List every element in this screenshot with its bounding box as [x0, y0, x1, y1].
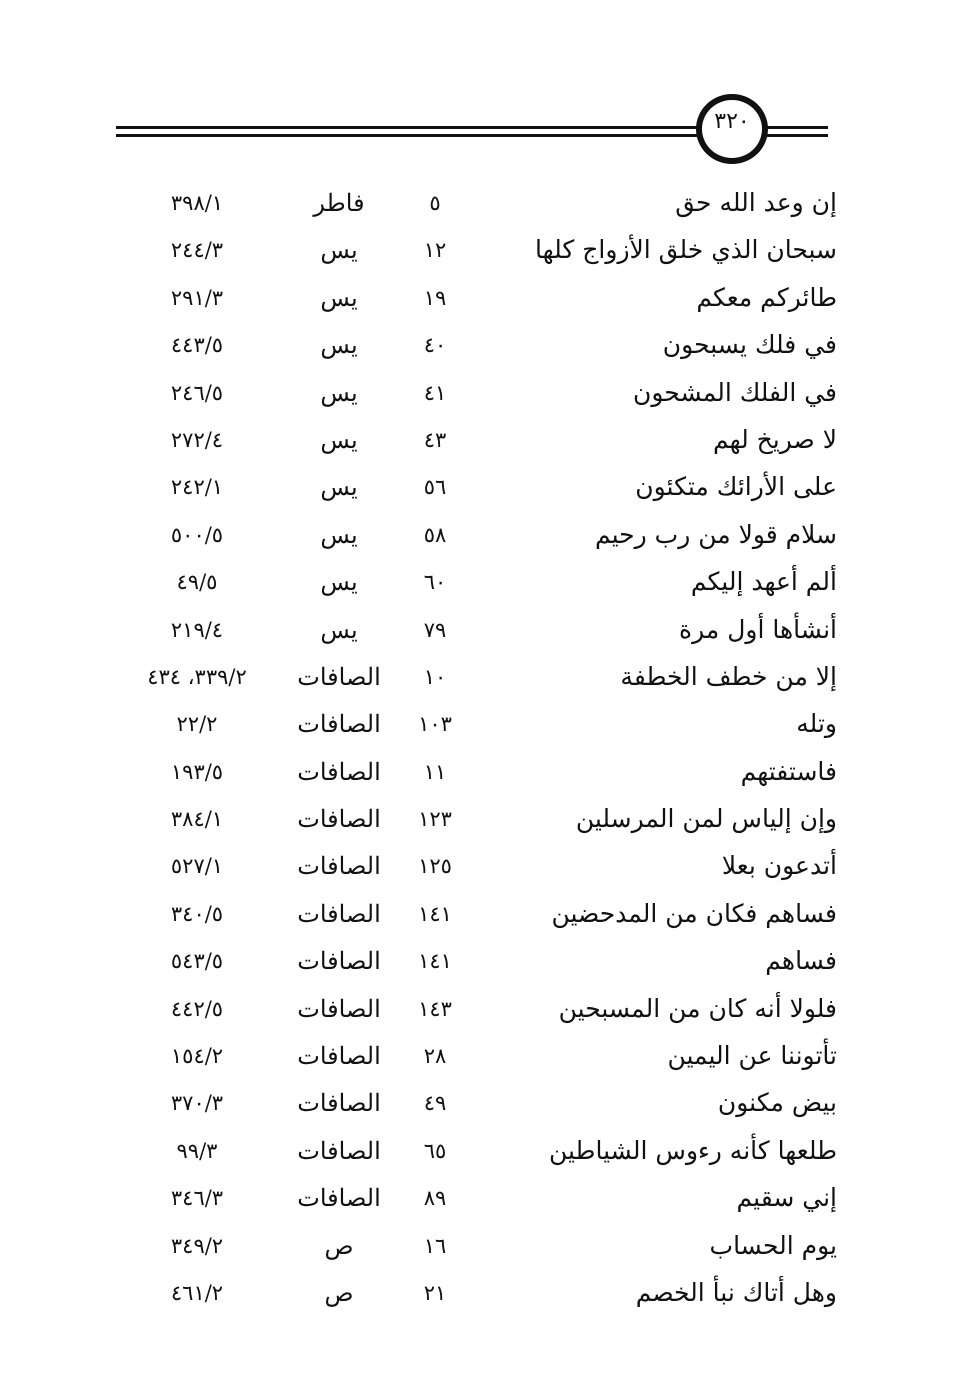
phrase-text: لا صريخ لهم — [712, 424, 837, 454]
table-row — [0, 1128, 953, 1175]
surah-name: الصافات — [297, 994, 381, 1023]
phrase-text: وتله — [796, 709, 837, 739]
index-table — [0, 180, 953, 1317]
phrase-text: إني سقيم — [736, 1183, 837, 1213]
verse-number: ٧٩ — [423, 617, 447, 642]
table-row — [0, 1270, 953, 1317]
phrase-text: إلا من خطف الخطفة — [620, 661, 837, 691]
phrase-text: وهل أتاك نبأ الخصم — [635, 1277, 837, 1307]
surah-name: الصافات — [297, 899, 381, 928]
verse-number: ٢٨ — [423, 1044, 447, 1069]
table-row — [0, 607, 953, 654]
table-row — [0, 986, 953, 1033]
volume-page-ref: ٣٣٩/٢، ٤٣٤ — [147, 664, 247, 689]
volume-page-ref: ٥٤٣/٥ — [170, 949, 224, 974]
surah-name: الصافات — [297, 805, 381, 834]
volume-page-ref: ٣٩٨/١ — [170, 191, 224, 215]
verse-number: ٤٠ — [423, 333, 447, 358]
phrase-text: في الفلك المشحون — [633, 377, 837, 407]
phrase-text: طلعها كأنه رءوس الشياطين — [548, 1135, 837, 1165]
table-row — [0, 559, 953, 606]
verse-number: ١٢ — [423, 238, 447, 263]
page-header — [0, 0, 953, 180]
table-row — [0, 322, 953, 369]
table-row — [0, 464, 953, 511]
volume-page-ref: ٢٧٢/٤ — [170, 427, 224, 452]
phrase-text: على الأرائك متكئون — [635, 472, 837, 502]
volume-page-ref: ٢٤٤/٣ — [170, 238, 224, 263]
phrase-text: فلولا أنه كان من المسبحين — [558, 993, 837, 1023]
phrase-text: سبحان الذي خلق الأزواج كلها — [535, 235, 837, 265]
surah-name: يس — [320, 236, 358, 265]
verse-number: ١٢٣ — [418, 807, 452, 832]
phrase-text: سلام قولا من رب رحيم — [595, 519, 837, 549]
surah-name: الصافات — [297, 852, 381, 881]
surah-name: يس — [320, 425, 358, 454]
table-row — [0, 370, 953, 417]
surah-name: يس — [320, 473, 358, 502]
table-row — [0, 891, 953, 938]
volume-page-ref: ١٥٤/٢ — [170, 1044, 224, 1069]
verse-number: ٢١ — [423, 1280, 447, 1305]
phrase-text: فساهم — [765, 946, 837, 976]
surah-name: يس — [320, 615, 358, 644]
volume-page-ref: ٢٤٦/٥ — [170, 380, 224, 405]
verse-number: ٨٩ — [423, 1186, 447, 1211]
volume-page-ref: ٤٤٣/٥ — [170, 333, 224, 358]
surah-name: الصافات — [297, 757, 381, 786]
volume-page-ref: ٢٤٢/١ — [170, 475, 224, 500]
volume-page-ref: ٤٤٢/٥ — [170, 996, 224, 1021]
phrase-text: ألم أعهد إليكم — [690, 567, 837, 597]
volume-page-ref: ٤٩/٥ — [176, 570, 218, 595]
surah-name: ص — [324, 1278, 354, 1307]
surah-name: الصافات — [297, 1089, 381, 1118]
phrase-text: تأتوننا عن اليمين — [667, 1041, 837, 1071]
table-row — [0, 654, 953, 701]
verse-number: ٦٠ — [423, 570, 447, 595]
verse-number: ٤٩ — [423, 1091, 447, 1116]
phrase-text: أنشأها أول مرة — [679, 614, 837, 644]
verse-number: ٥ — [429, 191, 441, 215]
verse-number: ٥٨ — [423, 522, 447, 547]
volume-page-ref: ٤٦١/٢ — [170, 1280, 224, 1305]
surah-name: ص — [324, 1231, 354, 1260]
phrase-text: فساهم فكان من المدحضين — [551, 898, 837, 928]
surah-name: يس — [320, 331, 358, 360]
surah-name: الصافات — [297, 662, 381, 691]
table-row — [0, 749, 953, 796]
phrase-text: وإن إلياس لمن المرسلين — [575, 804, 837, 834]
table-row — [0, 1033, 953, 1080]
verse-number: ٥٦ — [423, 475, 447, 500]
volume-page-ref: ٣٤٩/٢ — [170, 1233, 224, 1258]
volume-page-ref: ٥٠٠/٥ — [170, 522, 224, 547]
surah-name: الصافات — [297, 1042, 381, 1071]
surah-name: الصافات — [297, 1136, 381, 1165]
table-row — [0, 796, 953, 843]
table-row — [0, 512, 953, 559]
table-row — [0, 1223, 953, 1270]
verse-number: ٤٣ — [423, 427, 447, 452]
phrase-text: أتدعون بعلا — [721, 851, 837, 881]
verse-number: ١٢٥ — [418, 854, 452, 879]
volume-page-ref: ٢١٩/٤ — [170, 617, 224, 642]
surah-name: الصافات — [297, 1184, 381, 1213]
phrase-text: يوم الحساب — [709, 1230, 837, 1260]
verse-number: ١٩ — [423, 285, 447, 310]
volume-page-ref: ٣٨٤/١ — [170, 807, 224, 832]
surah-name: الصافات — [297, 947, 381, 976]
verse-number: ٤١ — [423, 380, 447, 405]
verse-number: ١٤١ — [418, 901, 452, 926]
table-row — [0, 227, 953, 274]
table-row — [0, 180, 953, 227]
table-row — [0, 417, 953, 464]
verse-number: ١٠٣ — [418, 712, 452, 737]
phrase-text: في فلك يسبحون — [662, 330, 837, 360]
phrase-text: فاستفتهم — [740, 756, 837, 786]
table-row — [0, 1175, 953, 1222]
verse-number: ٦٥ — [423, 1138, 447, 1163]
verse-number: ١٤٣ — [418, 996, 452, 1021]
volume-page-ref: ٣٧٠/٣ — [170, 1091, 224, 1116]
table-row — [0, 1080, 953, 1127]
volume-page-ref: ٢٢/٢ — [176, 712, 218, 737]
surah-name: يس — [320, 568, 358, 597]
verse-number: ١٦ — [423, 1233, 447, 1258]
surah-name: يس — [320, 378, 358, 407]
surah-name: الصافات — [297, 710, 381, 739]
table-row — [0, 938, 953, 985]
volume-page-ref: ٣٤٦/٣ — [170, 1186, 224, 1211]
page-number-badge — [696, 94, 768, 164]
surah-name: يس — [320, 283, 358, 312]
table-row — [0, 843, 953, 890]
verse-number: ١٠ — [423, 664, 447, 689]
surah-name: يس — [320, 520, 358, 549]
verse-number: ١٤١ — [418, 949, 452, 974]
page-number: ٣٢٠ — [714, 109, 750, 134]
verse-number: ١١ — [423, 759, 447, 784]
table-row — [0, 701, 953, 748]
phrase-text: إن وعد الله حق — [675, 188, 837, 217]
volume-page-ref: ٩٩/٣ — [176, 1138, 218, 1163]
volume-page-ref: ٣٤٠/٥ — [170, 901, 224, 926]
volume-page-ref: ١٩٣/٥ — [170, 759, 224, 784]
surah-name: فاطر — [313, 189, 365, 217]
table-row — [0, 275, 953, 322]
phrase-text: طائركم معكم — [696, 282, 837, 312]
volume-page-ref: ٥٢٧/١ — [170, 854, 224, 879]
volume-page-ref: ٢٩١/٣ — [170, 285, 224, 310]
phrase-text: بيض مكنون — [717, 1088, 837, 1118]
